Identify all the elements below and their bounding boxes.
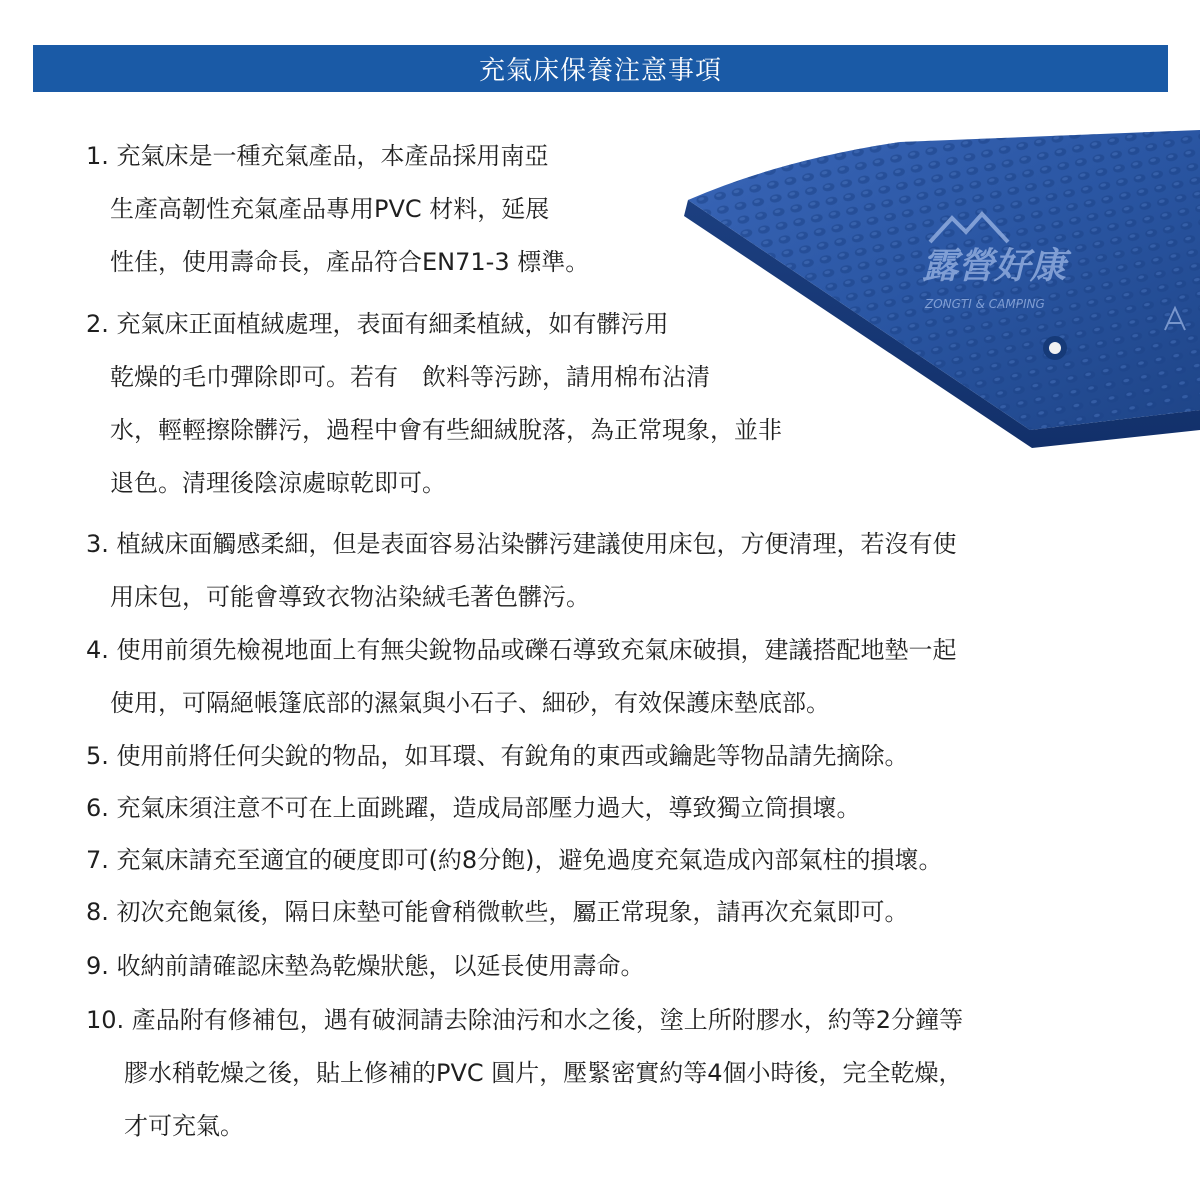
item-2-line-3: 水，輕輕擦除髒污，過程中會有些細絨脫落，為正常現象，並非 [110, 416, 782, 444]
list-item-9 [86, 940, 645, 993]
list-item-1 [86, 130, 589, 289]
item-9-line-1: 9. 收納前請確認床墊為乾燥狀態，以延長使用壽命。 [86, 952, 645, 980]
item-1-line-3: 性佳，使用壽命長，產品符合EN71-3 標準。 [110, 248, 590, 276]
item-3-line-1: 3. 植絨床面觸感柔細，但是表面容易沾染髒污建議使用床包，方便清理，若沒有使 [86, 530, 957, 558]
list-item-6 [86, 782, 861, 835]
item-1-line-2: 生產高韌性充氣產品專用PVC 材料，延展 [110, 195, 550, 223]
brand-logo-subtext: ZONGTI & CAMPING [925, 297, 1045, 311]
item-5-line-1: 5. 使用前將任何尖銳的物品，如耳環、有銳角的東西或鑰匙等物品請先摘除。 [86, 742, 909, 770]
item-4-line-2: 使用，可隔絕帳篷底部的濕氣與小石子、細砂，有效保護床墊底部。 [110, 689, 830, 717]
list-item-8 [86, 886, 909, 939]
item-2-line-2: 乾燥的毛巾彈除即可。若有 飲料等污跡，請用棉布沾清 [110, 363, 710, 391]
list-item-2 [86, 298, 782, 510]
brand-logo-text: 露營好康 [922, 246, 1067, 287]
list-item-7 [86, 834, 943, 887]
item-4-line-1: 4. 使用前須先檢視地面上有無尖銳物品或礫石導致充氣床破損，建議搭配地墊一起 [86, 636, 957, 664]
list-item-3 [86, 518, 957, 624]
list-item-5 [86, 730, 909, 783]
list-item-10 [86, 994, 963, 1153]
item-3-line-2: 用床包，可能會導致衣物沾染絨毛著色髒污。 [110, 583, 590, 611]
list-item-4 [86, 624, 957, 730]
item-1-line-1: 1. 充氣床是一種充氣產品，本產品採用南亞 [86, 142, 549, 170]
title-banner [33, 45, 1168, 92]
item-2-line-4: 退色。清理後陰涼處晾乾即可。 [110, 469, 446, 497]
item-10-line-1: 10. 產品附有修補包，遇有破洞請去除油污和水之後，塗上所附膠水，約等2分鐘等 [86, 1006, 964, 1034]
item-8-line-1: 8. 初次充飽氣後，隔日床墊可能會稍微軟些，屬正常現象，請再次充氣即可。 [86, 898, 909, 926]
item-10-line-3: 才可充氣。 [124, 1112, 244, 1140]
item-7-line-1: 7. 充氣床請充至適宜的硬度即可(約8分飽)，避免過度充氣造成內部氣柱的損壞。 [86, 846, 943, 874]
item-10-line-2: 膠水稍乾燥之後，貼上修補的PVC 圓片，壓緊密實約等4個小時後，完全乾燥， [124, 1059, 963, 1087]
item-6-line-1: 6. 充氣床須注意不可在上面跳躍，造成局部壓力過大，導致獨立筒損壞。 [86, 794, 861, 822]
page-title: 充氣床保養注意事項 [478, 56, 722, 86]
item-2-line-1: 2. 充氣床正面植絨處理，表面有細柔植絨，如有髒污用 [86, 310, 669, 338]
